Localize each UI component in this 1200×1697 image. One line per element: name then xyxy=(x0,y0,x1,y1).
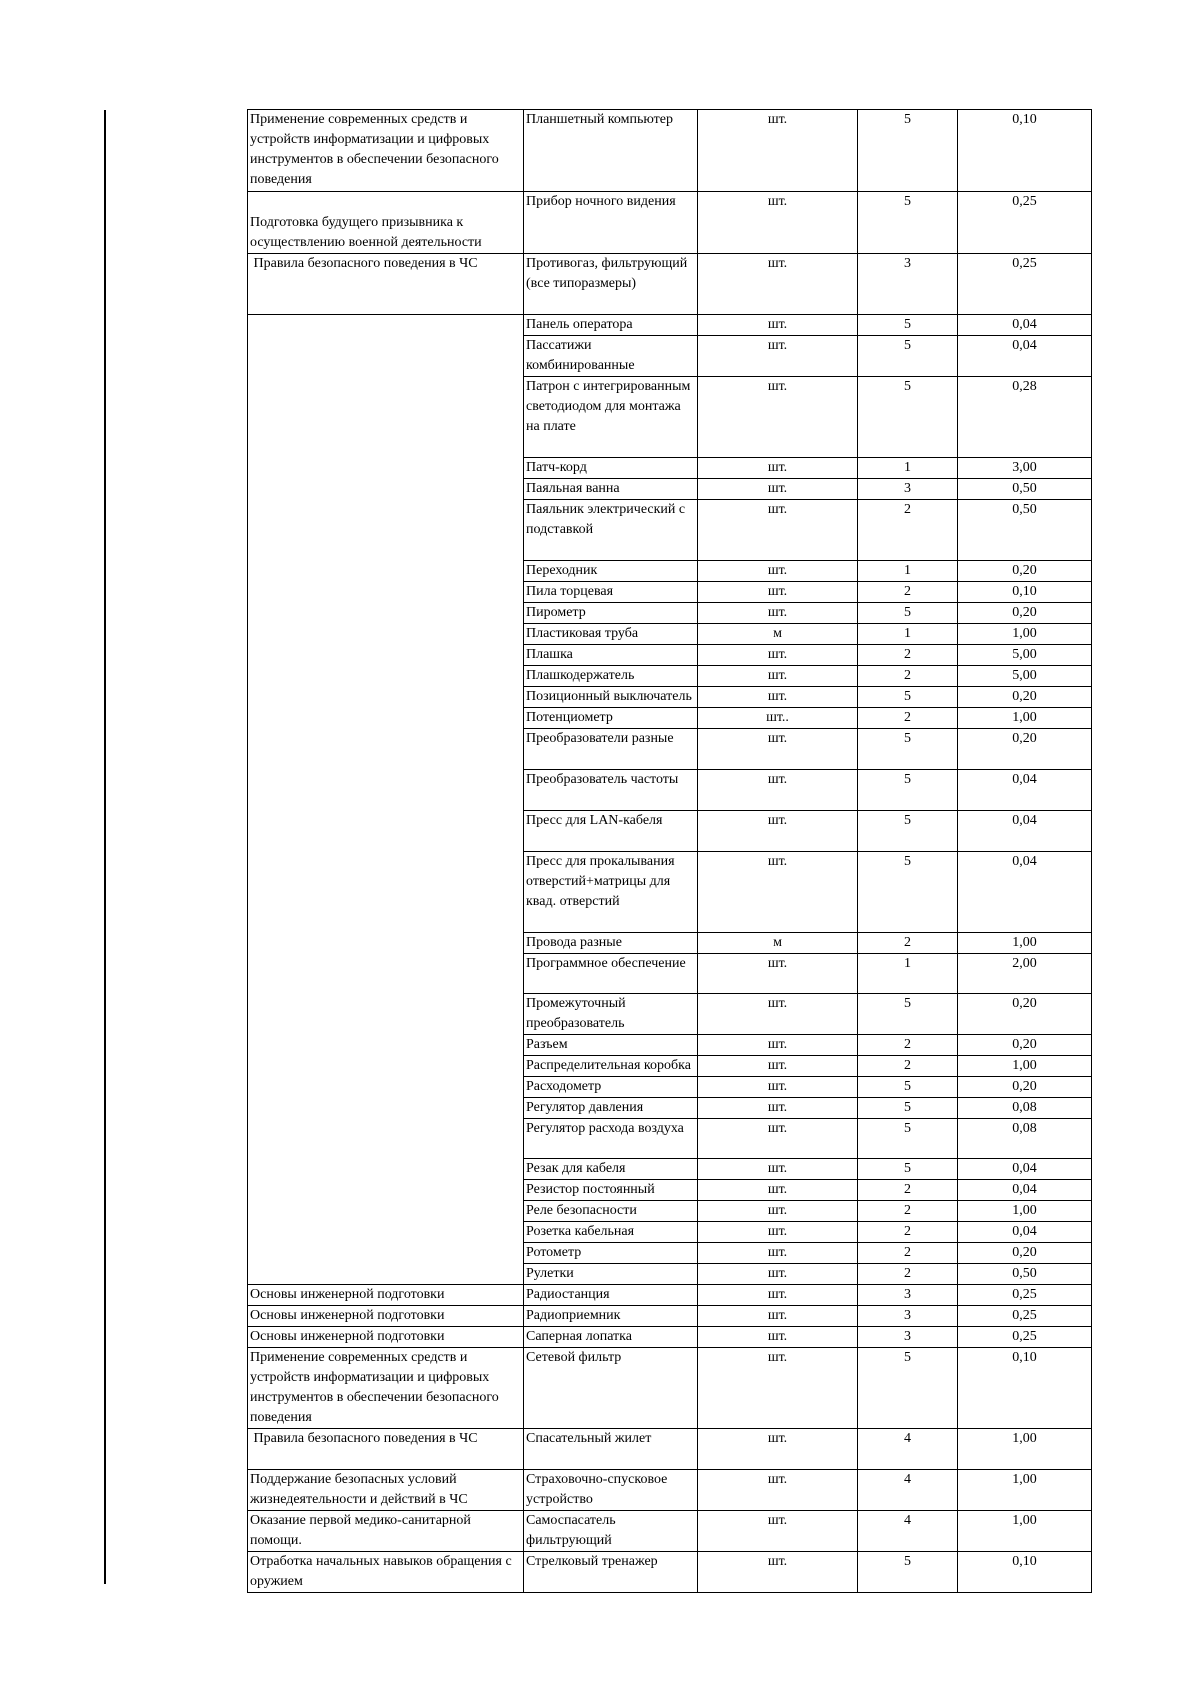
norm-cell: 0,25 xyxy=(958,1285,1092,1306)
item-cell: Радиостанция xyxy=(524,1285,698,1306)
item-cell: Ротометр xyxy=(524,1243,698,1264)
qty-cell: 4 xyxy=(858,1470,958,1511)
norm-cell: 1,00 xyxy=(958,624,1092,645)
item-cell: Преобразователи разные xyxy=(524,729,698,770)
norm-cell: 5,00 xyxy=(958,666,1092,687)
item-cell: Прибор ночного видения xyxy=(524,192,698,254)
unit-cell: шт. xyxy=(698,377,858,458)
unit-cell: шт. xyxy=(698,582,858,603)
norm-cell: 0,25 xyxy=(958,254,1092,315)
table-row xyxy=(248,1552,1092,1593)
item-cell: Противогаз, фильтрующий (все типоразмеры) xyxy=(524,254,698,315)
item-cell: Пассатижи комбинированные xyxy=(524,336,698,377)
qty-cell: 1 xyxy=(858,458,958,479)
unit-cell: м xyxy=(698,933,858,954)
unit-cell: шт. xyxy=(698,994,858,1035)
item-cell: Регулятор расхода воздуха xyxy=(524,1119,698,1159)
unit-cell: шт. xyxy=(698,315,858,336)
qty-cell: 3 xyxy=(858,479,958,500)
qty-cell: 5 xyxy=(858,729,958,770)
section-cell: Правила безопасного поведения в ЧС xyxy=(248,254,524,315)
unit-cell: шт. xyxy=(698,1119,858,1159)
unit-cell: шт. xyxy=(698,770,858,811)
qty-cell: 5 xyxy=(858,336,958,377)
qty-cell: 5 xyxy=(858,770,958,811)
qty-cell: 5 xyxy=(858,315,958,336)
item-cell: Разъем xyxy=(524,1035,698,1056)
qty-cell: 2 xyxy=(858,1056,958,1077)
unit-cell: м xyxy=(698,624,858,645)
qty-cell: 1 xyxy=(858,561,958,582)
norm-cell: 0,04 xyxy=(958,336,1092,377)
item-cell: Патч-корд xyxy=(524,458,698,479)
qty-cell: 2 xyxy=(858,1180,958,1201)
unit-cell: шт. xyxy=(698,1098,858,1119)
norm-cell: 1,00 xyxy=(958,708,1092,729)
margin-rule xyxy=(104,110,106,1584)
norm-cell: 1,00 xyxy=(958,1429,1092,1470)
qty-cell: 3 xyxy=(858,1306,958,1327)
qty-cell: 5 xyxy=(858,852,958,933)
norm-cell: 1,00 xyxy=(958,1511,1092,1552)
qty-cell: 2 xyxy=(858,500,958,561)
norm-cell: 0,04 xyxy=(958,1180,1092,1201)
unit-cell: шт.. xyxy=(698,708,858,729)
section-cell: Применение современных средств и устройств информатизации и цифровых инструментов в обеспечении безопасного поведения xyxy=(248,1348,524,1429)
unit-cell: шт. xyxy=(698,1264,858,1285)
item-cell: Резистор постоянный xyxy=(524,1180,698,1201)
norm-cell: 0,04 xyxy=(958,315,1092,336)
unit-cell: шт. xyxy=(698,1180,858,1201)
item-cell: Позиционный выключатель xyxy=(524,687,698,708)
qty-cell: 3 xyxy=(858,254,958,315)
table-row xyxy=(248,1306,1092,1327)
item-cell: Рулетки xyxy=(524,1264,698,1285)
unit-cell: шт. xyxy=(698,1056,858,1077)
item-cell: Резак для кабеля xyxy=(524,1159,698,1180)
norm-cell: 0,50 xyxy=(958,500,1092,561)
item-cell: Страховочно-спусковое устройство xyxy=(524,1470,698,1511)
item-cell: Плашкодержатель xyxy=(524,666,698,687)
item-cell: Пластиковая труба xyxy=(524,624,698,645)
unit-cell: шт. xyxy=(698,603,858,624)
item-cell: Плашка xyxy=(524,645,698,666)
table-row xyxy=(248,192,1092,254)
item-cell: Сетевой фильтр xyxy=(524,1348,698,1429)
norm-cell: 0,20 xyxy=(958,1077,1092,1098)
unit-cell: шт. xyxy=(698,1222,858,1243)
unit-cell: шт. xyxy=(698,954,858,994)
norm-cell: 0,50 xyxy=(958,479,1092,500)
section-cell-empty xyxy=(248,315,524,1285)
norm-cell: 0,50 xyxy=(958,1264,1092,1285)
norm-cell: 0,20 xyxy=(958,603,1092,624)
qty-cell: 2 xyxy=(858,1264,958,1285)
section-cell: Отработка начальных навыков обращения с оружием xyxy=(248,1552,524,1593)
qty-cell: 1 xyxy=(858,954,958,994)
section-cell: Поддержание безопасных условий жизнедеятельности и действий в ЧС xyxy=(248,1470,524,1511)
qty-cell: 5 xyxy=(858,1119,958,1159)
unit-cell: шт. xyxy=(698,1243,858,1264)
unit-cell: шт. xyxy=(698,1429,858,1470)
qty-cell: 2 xyxy=(858,1201,958,1222)
qty-cell: 3 xyxy=(858,1285,958,1306)
norm-cell: 2,00 xyxy=(958,954,1092,994)
norm-cell: 1,00 xyxy=(958,1056,1092,1077)
table-row xyxy=(248,1429,1092,1470)
qty-cell: 5 xyxy=(858,1098,958,1119)
qty-cell: 5 xyxy=(858,811,958,852)
unit-cell: шт. xyxy=(698,110,858,192)
norm-cell: 0,20 xyxy=(958,994,1092,1035)
norm-cell: 1,00 xyxy=(958,1470,1092,1511)
unit-cell: шт. xyxy=(698,645,858,666)
item-cell: Пресс для прокалывания отверстий+матрицы для квад. отверстий xyxy=(524,852,698,933)
qty-cell: 2 xyxy=(858,1222,958,1243)
norm-cell: 0,25 xyxy=(958,1306,1092,1327)
qty-cell: 5 xyxy=(858,377,958,458)
qty-cell: 2 xyxy=(858,708,958,729)
qty-cell: 1 xyxy=(858,624,958,645)
table-row xyxy=(248,110,1092,192)
qty-cell: 5 xyxy=(858,687,958,708)
unit-cell: шт. xyxy=(698,1470,858,1511)
item-cell: Переходник xyxy=(524,561,698,582)
section-cell: Основы инженерной подготовки xyxy=(248,1327,524,1348)
item-cell: Паяльная ванна xyxy=(524,479,698,500)
norm-cell: 0,04 xyxy=(958,811,1092,852)
norm-cell: 0,20 xyxy=(958,729,1092,770)
norm-cell: 1,00 xyxy=(958,1201,1092,1222)
norm-cell: 0,04 xyxy=(958,1159,1092,1180)
item-cell: Программное обеспечение xyxy=(524,954,698,994)
qty-cell: 2 xyxy=(858,666,958,687)
norm-cell: 0,10 xyxy=(958,582,1092,603)
unit-cell: шт. xyxy=(698,561,858,582)
norm-cell: 0,20 xyxy=(958,687,1092,708)
norm-cell: 0,25 xyxy=(958,192,1092,254)
qty-cell: 2 xyxy=(858,933,958,954)
section-cell: Правила безопасного поведения в ЧС xyxy=(248,1429,524,1470)
item-cell: Преобразователь частоты xyxy=(524,770,698,811)
section-cell: Оказание первой медико-санитарной помощи. xyxy=(248,1511,524,1552)
norm-cell: 0,04 xyxy=(958,1222,1092,1243)
item-cell: Расходометр xyxy=(524,1077,698,1098)
unit-cell: шт. xyxy=(698,336,858,377)
unit-cell: шт. xyxy=(698,666,858,687)
equipment-table xyxy=(247,109,1092,1593)
norm-cell: 0,08 xyxy=(958,1119,1092,1159)
unit-cell: шт. xyxy=(698,458,858,479)
item-cell: Потенциометр xyxy=(524,708,698,729)
item-cell: Спасательный жилет xyxy=(524,1429,698,1470)
table-row xyxy=(248,254,1092,315)
qty-cell: 5 xyxy=(858,110,958,192)
item-cell: Промежуточный преобразователь xyxy=(524,994,698,1035)
table-row xyxy=(248,315,1092,336)
qty-cell: 2 xyxy=(858,1243,958,1264)
norm-cell: 0,10 xyxy=(958,1348,1092,1429)
item-cell: Саперная лопатка xyxy=(524,1327,698,1348)
item-cell: Панель оператора xyxy=(524,315,698,336)
qty-cell: 3 xyxy=(858,1327,958,1348)
section-cell: Основы инженерной подготовки xyxy=(248,1285,524,1306)
norm-cell: 0,04 xyxy=(958,770,1092,811)
unit-cell: шт. xyxy=(698,1552,858,1593)
item-cell: Реле безопасности xyxy=(524,1201,698,1222)
item-cell: Провода разные xyxy=(524,933,698,954)
unit-cell: шт. xyxy=(698,192,858,254)
qty-cell: 4 xyxy=(858,1429,958,1470)
table-row xyxy=(248,1348,1092,1429)
norm-cell: 0,10 xyxy=(958,110,1092,192)
unit-cell: шт. xyxy=(698,1035,858,1056)
norm-cell: 3,00 xyxy=(958,458,1092,479)
unit-cell: шт. xyxy=(698,1077,858,1098)
item-cell: Пила торцевая xyxy=(524,582,698,603)
qty-cell: 5 xyxy=(858,994,958,1035)
unit-cell: шт. xyxy=(698,1285,858,1306)
table-row xyxy=(248,1285,1092,1306)
item-cell: Самоспасатель фильтрующий xyxy=(524,1511,698,1552)
unit-cell: шт. xyxy=(698,1306,858,1327)
unit-cell: шт. xyxy=(698,254,858,315)
unit-cell: шт. xyxy=(698,1327,858,1348)
section-cell: Применение современных средств и устройств информатизации и цифровых инструментов в обеспечении безопасного поведения xyxy=(248,110,524,192)
table-row xyxy=(248,1511,1092,1552)
item-cell: Розетка кабельная xyxy=(524,1222,698,1243)
qty-cell: 2 xyxy=(858,582,958,603)
item-cell: Стрелковый тренажер xyxy=(524,1552,698,1593)
norm-cell: 0,08 xyxy=(958,1098,1092,1119)
item-cell: Планшетный компьютер xyxy=(524,110,698,192)
norm-cell: 0,28 xyxy=(958,377,1092,458)
qty-cell: 5 xyxy=(858,1348,958,1429)
unit-cell: шт. xyxy=(698,852,858,933)
table-row xyxy=(248,1327,1092,1348)
unit-cell: шт. xyxy=(698,729,858,770)
section-cell: Подготовка будущего призывника к осуществлению военной деятельности xyxy=(248,192,524,254)
qty-cell: 5 xyxy=(858,192,958,254)
norm-cell: 1,00 xyxy=(958,933,1092,954)
unit-cell: шт. xyxy=(698,1159,858,1180)
unit-cell: шт. xyxy=(698,811,858,852)
item-cell: Пресс для LAN-кабеля xyxy=(524,811,698,852)
item-cell: Радиоприемник xyxy=(524,1306,698,1327)
qty-cell: 2 xyxy=(858,1035,958,1056)
qty-cell: 5 xyxy=(858,1077,958,1098)
section-cell: Основы инженерной подготовки xyxy=(248,1306,524,1327)
unit-cell: шт. xyxy=(698,500,858,561)
norm-cell: 0,25 xyxy=(958,1327,1092,1348)
table-row xyxy=(248,1470,1092,1511)
unit-cell: шт. xyxy=(698,479,858,500)
unit-cell: шт. xyxy=(698,1201,858,1222)
norm-cell: 0,20 xyxy=(958,1035,1092,1056)
qty-cell: 4 xyxy=(858,1511,958,1552)
item-cell: Регулятор давления xyxy=(524,1098,698,1119)
norm-cell: 0,10 xyxy=(958,1552,1092,1593)
norm-cell: 0,20 xyxy=(958,1243,1092,1264)
norm-cell: 0,04 xyxy=(958,852,1092,933)
qty-cell: 5 xyxy=(858,1159,958,1180)
item-cell: Распределительная коробка xyxy=(524,1056,698,1077)
norm-cell: 5,00 xyxy=(958,645,1092,666)
item-cell: Патрон с интегрированным светодиодом для монтажа на плате xyxy=(524,377,698,458)
qty-cell: 5 xyxy=(858,1552,958,1593)
item-cell: Пирометр xyxy=(524,603,698,624)
qty-cell: 5 xyxy=(858,603,958,624)
unit-cell: шт. xyxy=(698,687,858,708)
qty-cell: 2 xyxy=(858,645,958,666)
unit-cell: шт. xyxy=(698,1348,858,1429)
unit-cell: шт. xyxy=(698,1511,858,1552)
item-cell: Паяльник электрический с подставкой xyxy=(524,500,698,561)
norm-cell: 0,20 xyxy=(958,561,1092,582)
